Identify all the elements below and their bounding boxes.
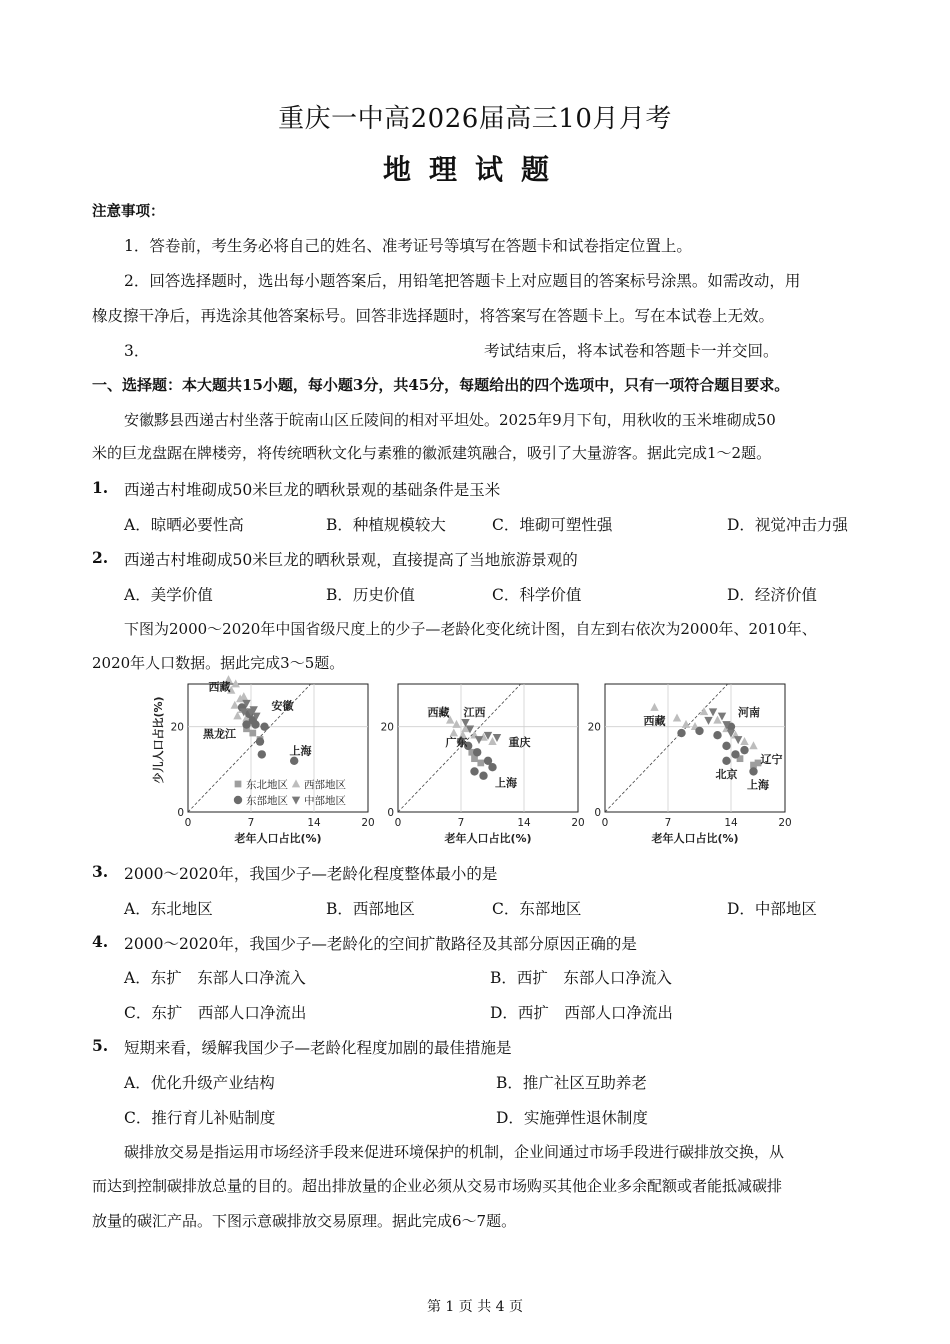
intro-2-line-1: 下图为2000～2020年中国省级尺度上的少子—老龄化变化统计图，自左到右依次为2000年、2010年、 [124,620,817,638]
q2-option-a[interactable]: A．美学价值 [124,586,213,604]
chart-1-xlabel: 老年人口占比(%) [234,832,322,845]
intro-3-line-3: 放量的碳汇产品。下图示意碳排放交易原理。据此完成6～7题。 [92,1212,517,1230]
chart-2-point [488,763,496,771]
chart-3-point [731,750,739,758]
chart-3-point [713,731,721,739]
q2-option-b[interactable]: B．历史价值 [326,586,415,604]
q3-option-d[interactable]: D．中部地区 [727,900,817,918]
q5-option-b[interactable]: B．推广社区互助养老 [496,1074,647,1092]
chart-3-point [677,729,685,737]
chart-2-point [452,720,460,728]
notice-heading: 注意事项： [92,203,165,220]
intro-1-line-2: 米的巨龙盘踞在牌楼旁，将传统晒秋文化与素雅的徽派建筑融合，吸引了大量游客。据此完成1～2题。 [92,444,772,462]
chart-3-ytick: 0 [594,807,601,819]
question-3-text: 2000～2020年，我国少子—老龄化程度整体最小的是 [124,865,498,883]
chart-1-annotation: 上海 [289,744,312,758]
chart-1-legend-marker [292,779,300,787]
chart-2-annotation: 重庆 [508,735,531,749]
chart-3-point [695,727,703,735]
chart-2-frame [398,684,578,812]
notice-item-1: 1．答卷前，考生务必将自己的姓名、准考证号等填写在答题卡和试卷指定位置上。 [124,237,692,255]
q4-option-a[interactable]: A．东扩 东部人口净流入 [124,969,306,987]
notice-item-3-num: 3． [124,342,150,360]
question-4-number: 4. [92,932,109,951]
chart-3-xtick: 7 [664,817,672,829]
chart-3-annotation: 西藏 [643,714,666,728]
chart-1-xtick: 0 [184,817,192,829]
chart-1-point [249,730,256,737]
population-charts [150,672,810,852]
chart-1-point [256,737,264,745]
chart-2-point [470,767,478,775]
chart-1-ylabel: 少儿人口占比(%) [152,696,165,784]
question-4-text: 2000～2020年，我国少子—老龄化的空间扩散路径及其部分原因正确的是 [124,935,637,953]
chart-2-annotation: 上海 [495,776,517,790]
chart-3-point [722,742,730,750]
question-3-number: 3. [92,862,109,881]
chart-1-legend-marker [234,796,242,804]
chart-2-xlabel: 老年人口占比(%) [444,832,532,845]
chart-2-xtick: 20 [571,817,585,829]
intro-3-line-2: 而达到控制碳排放总量的目的。超出排放量的企业必须从交易市场购买其他企业多余配额或者能抵减碳排 [92,1177,783,1195]
chart-3-annotation: 上海 [747,778,769,792]
notice-item-2-cont: 橡皮擦干净后，再选涂其他答案标号。回答非选择题时，将答案写在答题卡上。写在本试卷上无效。 [92,307,775,325]
q1-option-c[interactable]: C．堆砌可塑性强 [492,516,613,534]
chart-2-xtick: 14 [517,817,531,829]
q3-option-b[interactable]: B．西部地区 [326,900,415,918]
notice-item-3: 考试结束后，将本试卷和答题卡一并交回。 [484,342,779,360]
chart-1-xtick: 7 [247,817,255,829]
chart-3-annotation: 北京 [715,767,738,781]
chart-3-point [734,736,742,744]
chart-2-xtick: 7 [457,817,465,829]
chart-3-annotation: 辽宁 [760,752,783,766]
q3-option-a[interactable]: A．东北地区 [124,900,213,918]
chart-2-point [479,772,487,780]
q1-option-b[interactable]: B．种植规模较大 [326,516,446,534]
chart-1-annotation: 西藏 [208,680,231,694]
chart-3-annotation: 河南 [738,706,760,719]
chart-2-xtick: 0 [394,817,402,829]
q4-option-d[interactable]: D．西扩 西部人口净流出 [490,1004,673,1022]
chart-1-point [251,720,259,728]
notice-item-2: 2．回答选择题时，选出每小题答案后，用铅笔把答题卡上对应题目的答案标号涂黑。如需改动，用 [124,272,801,290]
chart-3-xlabel: 老年人口占比(%) [651,832,739,845]
chart-3-point [740,746,748,754]
chart-1-annotation: 黑龙江 [203,727,236,741]
chart-3-xtick: 0 [601,817,609,829]
chart-1-ytick: 0 [177,807,184,819]
chart-1-point [258,750,266,758]
exam-subject-title: 地理试题 [382,153,567,186]
chart-1-legend-marker [235,781,242,788]
section-heading: 一、选择题：本大题共15小题，每小题3分，共45分，每题给出的四个选项中，只有一项符合题目要求。 [92,376,790,394]
q5-option-c[interactable]: C．推行育儿补贴制度 [124,1109,276,1127]
exam-title: 重庆一中高2026届高三10月月考 [278,104,672,134]
intro-3-line-1: 碳排放交易是指运用市场经济手段来促进环境保护的机制，企业间通过市场手段进行碳排放交换，从 [124,1143,785,1161]
chart-3-frame [605,684,785,812]
chart-2-annotation: 江西 [463,706,486,719]
intro-2-line-2: 2020年人口数据。据此完成3～5题。 [92,654,345,672]
chart-3-point [749,767,757,775]
q5-option-d[interactable]: D．实施弹性退休制度 [496,1109,648,1127]
question-5-number: 5. [92,1036,109,1055]
chart-1-xtick: 20 [361,817,375,829]
chart-1-legend-label: 西部地区 [304,779,346,791]
chart-3-ytick: 20 [587,721,601,734]
question-2-text: 西递古村堆砌成50米巨龙的晒秋景观，直接提高了当地旅游景观的 [124,551,578,569]
chart-3-point [673,714,681,722]
q2-option-d[interactable]: D．经济价值 [727,586,817,604]
q4-option-c[interactable]: C．东扩 西部人口净流出 [124,1004,307,1022]
question-1-number: 1. [92,478,109,497]
q4-option-b[interactable]: B．西扩 东部人口净流入 [490,969,672,987]
scatter-chart-svg [150,672,810,852]
chart-2-point [477,760,484,767]
q2-option-c[interactable]: C．科学价值 [492,586,582,604]
question-5-text: 短期来看，缓解我国少子—老龄化程度加剧的最佳措施是 [124,1039,512,1057]
chart-3-point [740,737,748,745]
chart-3-point [722,757,730,765]
chart-1-annotation: 安徽 [271,699,294,713]
chart-1-legend-label: 东北地区 [246,779,288,791]
chart-3-point [704,717,712,725]
chart-1-ytick: 20 [170,721,184,734]
question-1-text: 西递古村堆砌成50米巨龙的晒秋景观的基础条件是玉米 [124,481,501,499]
chart-3-point [749,741,757,749]
chart-1-point [290,757,298,765]
chart-2-annotation: 西藏 [427,706,450,719]
chart-2-point [473,748,481,756]
question-2-number: 2. [92,548,109,567]
chart-1-xtick: 14 [307,817,321,829]
chart-1-point [242,720,250,728]
chart-3-point [709,708,717,716]
chart-1-legend-marker [292,797,300,805]
chart-1-legend-label: 东部地区 [246,795,288,807]
chart-3-xtick: 20 [778,817,792,829]
q1-option-a[interactable]: A．晾晒必要性高 [124,516,244,534]
chart-2-annotation: 广东 [445,735,468,749]
q1-option-d[interactable]: D．视觉冲击力强 [727,516,848,534]
chart-3-xtick: 14 [724,817,738,829]
chart-2-ytick: 0 [387,807,394,819]
q5-option-a[interactable]: A．优化升级产业结构 [124,1074,275,1092]
q3-option-c[interactable]: C．东部地区 [492,900,582,918]
intro-1-line-1: 安徽黟县西递古村坐落于皖南山区丘陵间的相对平坦处。2025年9月下旬，用秋收的玉米堆砌成50 [124,411,776,429]
chart-3-point [650,703,658,711]
chart-1-point [260,722,268,730]
chart-2-ytick: 20 [380,721,394,734]
chart-1-point [232,679,240,687]
page-footer: 第 1 页 共 4 页 [426,1299,524,1315]
chart-1-legend-label: 中部地区 [304,795,346,807]
chart-3-point [700,707,708,715]
chart-3-reference-line [605,684,728,812]
